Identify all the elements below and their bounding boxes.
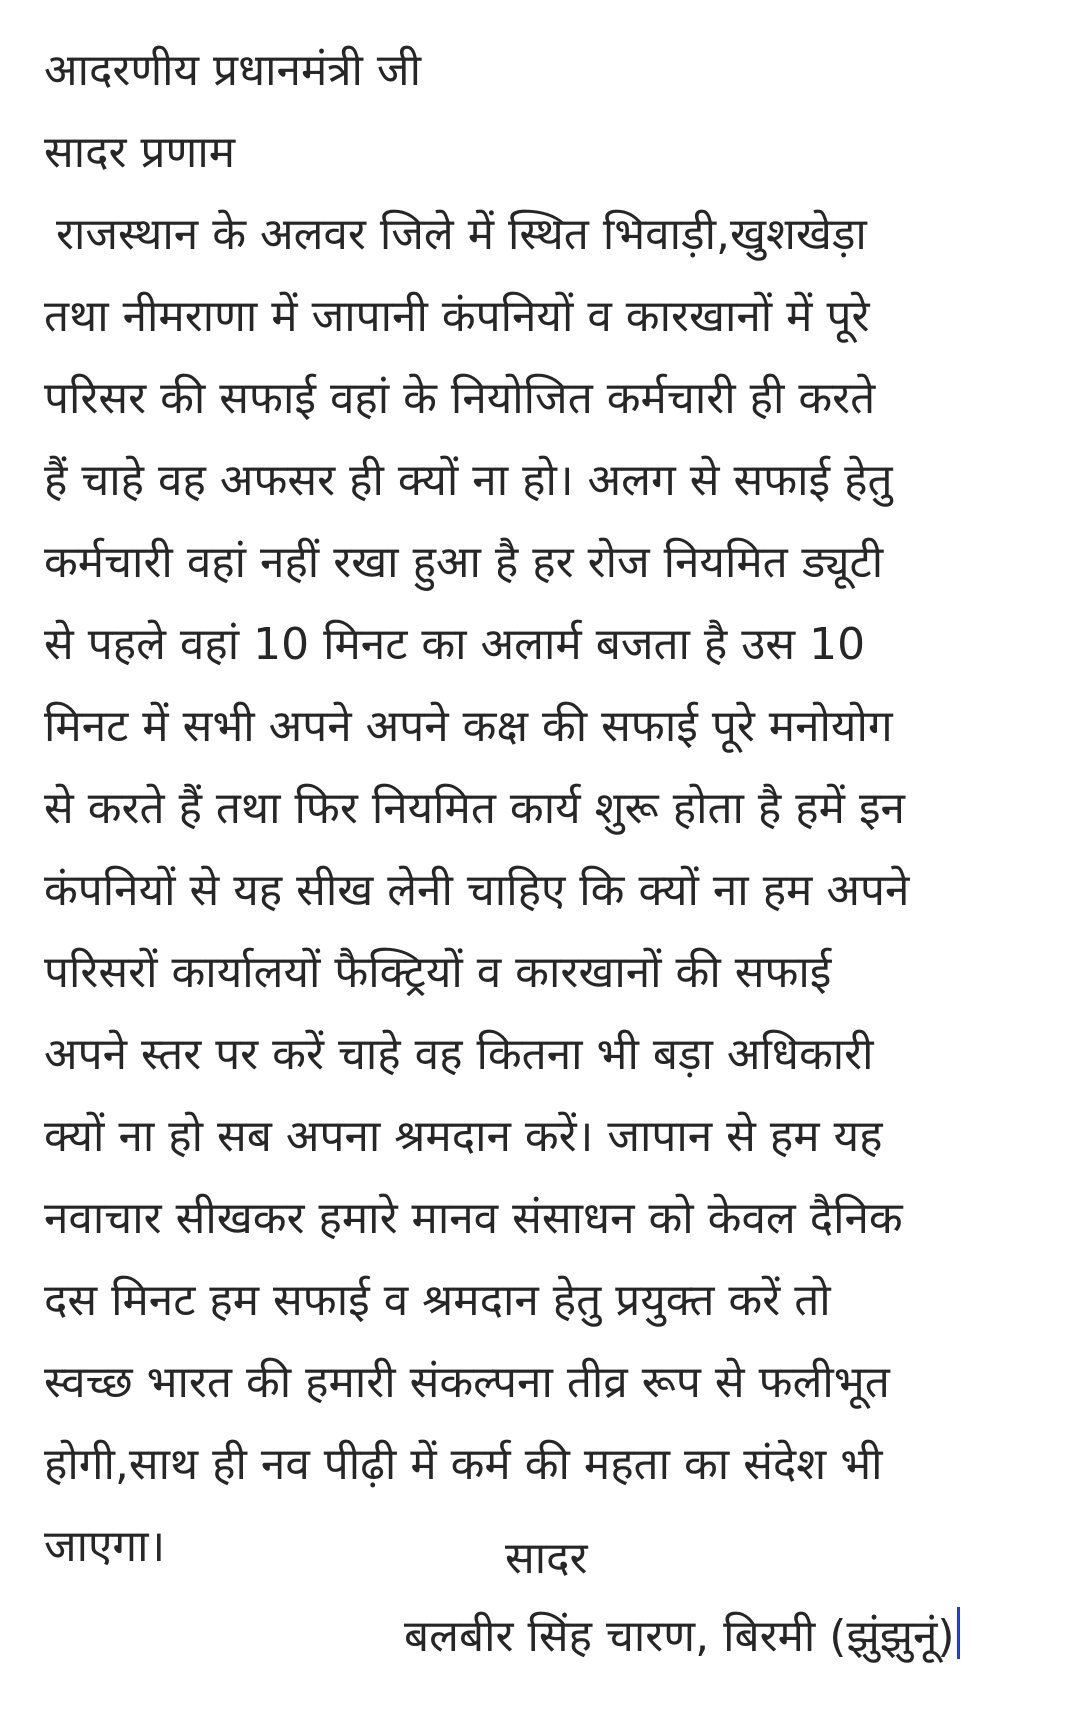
body-line: स्वच्छ भारत की हमारी संकल्पना तीव्र रूप से फलीभूत xyxy=(44,1357,890,1408)
body-line: मिनट में सभी अपने अपने कक्ष की सफाई पूरे मनोयोग xyxy=(44,701,893,752)
body-line: से पहले वहां 10 मिनट का अलार्म बजता है उस 10 xyxy=(44,619,866,670)
body-line: से करते हैं तथा फिर नियमित कार्य शुरू होता है हमें इन xyxy=(44,783,905,834)
closing: सादर xyxy=(505,1533,588,1584)
salutation: आदरणीय प्रधानमंत्री जी xyxy=(44,45,421,96)
body-line: परिसरों कार्यालयों फैक्ट्रियों व कारखानों की सफाई xyxy=(44,947,832,998)
body-line: परिसर की सफाई वहां के नियोजित कर्मचारी ही करते xyxy=(44,373,876,424)
body-line: तथा नीमराणा में जापानी कंपनियों व कारखानों में पूरे xyxy=(44,291,870,342)
body-line: अपने स्तर पर करें चाहे वह कितना भी बड़ा अधिकारी xyxy=(44,1029,874,1080)
body-line: कर्मचारी वहां नहीं रखा हुआ है हर रोज नियमित ड्यूटी xyxy=(44,537,884,588)
body-line: क्यों ना हो सब अपना श्रमदान करें। जापान से हम यह xyxy=(44,1111,883,1162)
greeting: सादर प्रणाम xyxy=(44,127,236,178)
signature-line[interactable] xyxy=(404,1596,960,1678)
body-line: हैं चाहे वह अफसर ही क्यों ना हो। अलग से सफाई हेतु xyxy=(44,455,893,506)
body-line: राजस्थान के अलवर जिले में स्थित भिवाड़ी,खुशखेड़ा xyxy=(56,209,867,260)
body-line: जाएगा। xyxy=(44,1521,166,1572)
letter-body xyxy=(44,30,1044,1588)
body-line: नवाचार सीखकर हमारे मानव संसाधन को केवल दैनिक xyxy=(44,1193,903,1244)
body-line: कंपनियों से यह सीख लेनी चाहिए कि क्यों ना हम अपने xyxy=(44,865,910,916)
body-line: दस मिनट हम सफाई व श्रमदान हेतु प्रयुक्त करें तो xyxy=(44,1275,831,1326)
body-line: होगी,साथ ही नव पीढ़ी में कर्म की महता का संदेश भी xyxy=(44,1439,883,1490)
signature-text: बलबीर सिंह चारण, बिरमी (झुंझुनूं) xyxy=(404,1611,955,1662)
text-cursor xyxy=(957,1607,960,1659)
